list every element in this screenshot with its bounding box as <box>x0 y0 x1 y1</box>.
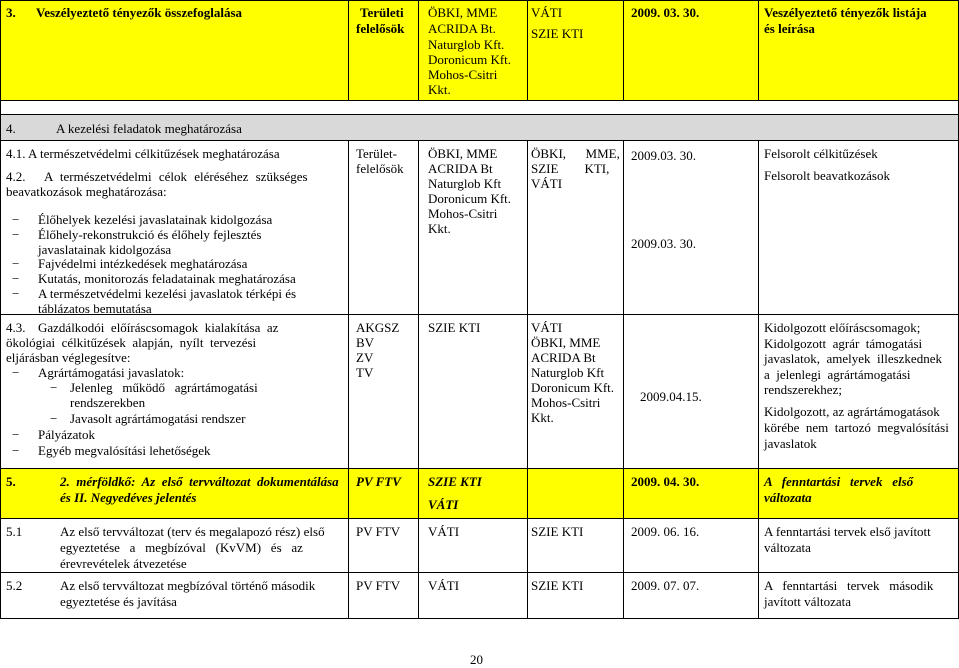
row51-responsible: PV FTV <box>356 524 401 539</box>
r43-text: eljárásban véglegesítve: <box>6 350 131 365</box>
r43-result: a jelenlegi agrártámogatási <box>764 367 911 382</box>
r43-item: rendszerekben <box>70 395 146 410</box>
r42-item: Kutatás, monitorozás feladatainak meghatározása <box>38 271 296 286</box>
dash-bullet: − <box>12 212 20 227</box>
table-line <box>0 114 959 115</box>
r42-responsible: Terület- <box>356 146 397 161</box>
r43-responsible: ZV <box>356 350 374 365</box>
row5-result: A fenntartási tervek első <box>764 474 914 489</box>
table-line <box>527 0 528 100</box>
r42-item: Élőhely-rekonstrukció és élőhely fejlesztés <box>38 227 262 242</box>
row52-responsible: PV FTV <box>356 578 401 593</box>
r43-result: javaslatok, amelyek illeszkednek <box>764 351 942 366</box>
r43-result: Kidolgozott agrár támogatási <box>764 336 923 351</box>
r42-item: táblázatos bemutatása <box>38 301 152 316</box>
table-line <box>623 140 624 618</box>
r42-partner: ÖBKI, MME, <box>531 146 620 161</box>
r43-responsible: AKGSZ <box>356 320 400 335</box>
row3-date: 2009. 03. 30. <box>631 5 700 20</box>
r43-org: SZIE KTI <box>428 320 481 335</box>
row3-responsible: felelősök <box>356 21 405 36</box>
r43-partner: Doronicum Kft. <box>531 380 615 395</box>
r42-item: javaslatainak kidolgozása <box>38 242 172 257</box>
table-line <box>527 140 528 618</box>
row5-responsible: PV FTV <box>356 474 401 489</box>
r42-text: beavatkozások meghatározása: <box>6 184 167 199</box>
row5-org: SZIE KTI <box>428 474 482 489</box>
table-line <box>348 0 349 100</box>
table-line <box>418 0 419 100</box>
table-line <box>348 140 349 618</box>
r43-result: rendszerekhez; <box>764 382 842 397</box>
row3-partner: VÁTI <box>531 5 563 20</box>
row52-text: egyeztetése és javítása <box>60 594 177 609</box>
dash-bullet: − <box>12 271 20 286</box>
r42-org: ACRIDA Bt <box>428 161 493 176</box>
row3-org: Doronicum Kft. <box>428 52 512 67</box>
r42-responsible: felelősök <box>356 161 404 176</box>
r43-result: javaslatok <box>764 436 817 451</box>
row5-date: 2009. 04. 30. <box>631 474 700 489</box>
dash-bullet: − <box>12 227 20 242</box>
r43-partner: ÖBKI, MME <box>531 335 601 350</box>
row3-title: Veszélyeztető tényezők összefoglalása <box>36 5 243 20</box>
table-line <box>0 140 959 141</box>
row3-partner: SZIE KTI <box>531 26 584 41</box>
r43-partner: Mohos-Csitri <box>531 395 601 410</box>
r43-item: Javasolt agrártámogatási rendszer <box>70 411 246 426</box>
row4-title: A kezelési feladatok meghatározása <box>56 121 242 136</box>
table-line <box>418 140 419 618</box>
r43-number: 4.3. <box>6 320 26 335</box>
table-line <box>0 518 959 519</box>
row51-date: 2009. 06. 16. <box>631 524 700 539</box>
page-number: 20 <box>470 652 483 667</box>
r43-item: Egyéb megvalósítási lehetőségek <box>38 443 211 458</box>
row5-result: változata <box>764 490 812 505</box>
row51-number: 5.1 <box>6 524 23 539</box>
dash-bullet: − <box>12 365 20 380</box>
r42-item: Fajvédelmi intézkedések meghatározása <box>38 256 248 271</box>
r43-partner: Naturglob Kft <box>531 365 605 380</box>
table-line <box>758 140 759 618</box>
row52-number: 5.2 <box>6 578 23 593</box>
r43-partner: ACRIDA Bt <box>531 350 596 365</box>
dash-bullet: − <box>12 427 20 442</box>
r43-item: Jelenleg működő agrártámogatási <box>70 380 258 395</box>
r43-partner: Kkt. <box>531 410 554 425</box>
row3-responsible: Területi <box>360 5 404 20</box>
dash-bullet: − <box>50 411 58 426</box>
dash-bullet: − <box>12 443 20 458</box>
r43-responsible: TV <box>356 365 374 380</box>
row52-date: 2009. 07. 07. <box>631 578 700 593</box>
r41-result: Felsorolt célkitűzések <box>764 146 878 161</box>
r42-org: Naturglob Kft <box>428 176 502 191</box>
row51-result: A fenntartási tervek első javított <box>764 524 931 539</box>
r42-item: A természetvédelmi kezelési javaslatok térképi és <box>38 286 297 301</box>
r42-item: Élőhelyek kezelési javaslatainak kidolgozása <box>38 212 273 227</box>
row51-partner: SZIE KTI <box>531 524 584 539</box>
table-line <box>623 0 624 100</box>
row4-number: 4. <box>6 121 16 136</box>
row3-org: ACRIDA Bt. <box>428 21 496 36</box>
r42-org: ÖBKI, MME <box>428 146 498 161</box>
row5-org: VÁTI <box>428 497 459 512</box>
dash-bullet: − <box>12 286 20 301</box>
r43-partner: VÁTI <box>531 320 563 335</box>
r43-item: Agrártámogatási javaslatok: <box>38 365 185 380</box>
row51-text: egyeztetése a megbízóval (KvVM) és az <box>60 540 303 555</box>
r43-date: 2009.04.15. <box>640 389 702 404</box>
row52-result: A fenntartási tervek második <box>764 578 934 593</box>
r43-text: ökológiai célkitűzések alapján, nyílt tervezési <box>6 335 257 350</box>
r43-text: Gazdálkodói előíráscsomagok kialakítása az <box>38 320 279 335</box>
r42-text: A természetvédelmi célok eléréséhez szükséges <box>44 169 308 184</box>
row3-result: és leírása <box>764 21 815 36</box>
table-line <box>0 0 959 1</box>
row3-org: Kkt. <box>428 82 451 97</box>
r42-org: Kkt. <box>428 221 451 236</box>
row51-text: érevrevételek átvezetése <box>60 556 187 571</box>
row3-org: ÖBKI, MME <box>428 5 498 20</box>
r43-result: Kidolgozott, az agrártámogatások <box>764 404 940 419</box>
row51-text: Az első tervváltozat (terv és megalapozó rész) első <box>60 524 325 539</box>
r43-responsible: BV <box>356 335 375 350</box>
r41-title: 4.1. A természetvédelmi célkitűzések meghatározása <box>6 146 280 161</box>
row52-partner: SZIE KTI <box>531 578 584 593</box>
row52-result: javított változata <box>764 594 851 609</box>
row52-text: Az első tervváltozat megbízóval történő második <box>60 578 316 593</box>
row5-title: és II. Negyedéves jelentés <box>60 490 197 505</box>
row3-result: Veszélyeztető tényezők listája <box>764 5 927 20</box>
r42-org: Doronicum Kft. <box>428 191 512 206</box>
dash-bullet: − <box>50 380 58 395</box>
r41-date: 2009.03. 30. <box>631 148 696 163</box>
r43-result: Kidolgozott előíráscsomagok; <box>764 320 921 335</box>
r42-number: 4.2. <box>6 169 26 184</box>
table-line <box>0 572 959 573</box>
row3-org: Naturglob Kft. <box>428 37 505 52</box>
r42-partner: SZIE KTI, <box>531 161 610 176</box>
table-line <box>0 0 1 618</box>
r42-result: Felsorolt beavatkozások <box>764 168 890 183</box>
row5-number: 5. <box>6 474 16 489</box>
row52-org: VÁTI <box>428 578 460 593</box>
row3-org: Mohos-Csitri <box>428 67 498 82</box>
table-line <box>0 618 959 619</box>
row5-title: 2. mérföldkő: Az első tervváltozat dokumentálása <box>60 474 339 489</box>
r43-result: körébe nem tartozó megvalósítási <box>764 420 949 435</box>
r42-date: 2009.03. 30. <box>631 236 696 251</box>
r42-partner: VÁTI <box>531 176 563 191</box>
table-line <box>758 0 759 100</box>
row51-org: VÁTI <box>428 524 460 539</box>
table-line <box>0 468 959 469</box>
row3-number: 3. <box>6 5 16 20</box>
r43-item: Pályázatok <box>38 427 96 442</box>
table-line <box>0 100 959 101</box>
r42-org: Mohos-Csitri <box>428 206 498 221</box>
row51-result: változata <box>764 540 811 555</box>
dash-bullet: − <box>12 256 20 271</box>
